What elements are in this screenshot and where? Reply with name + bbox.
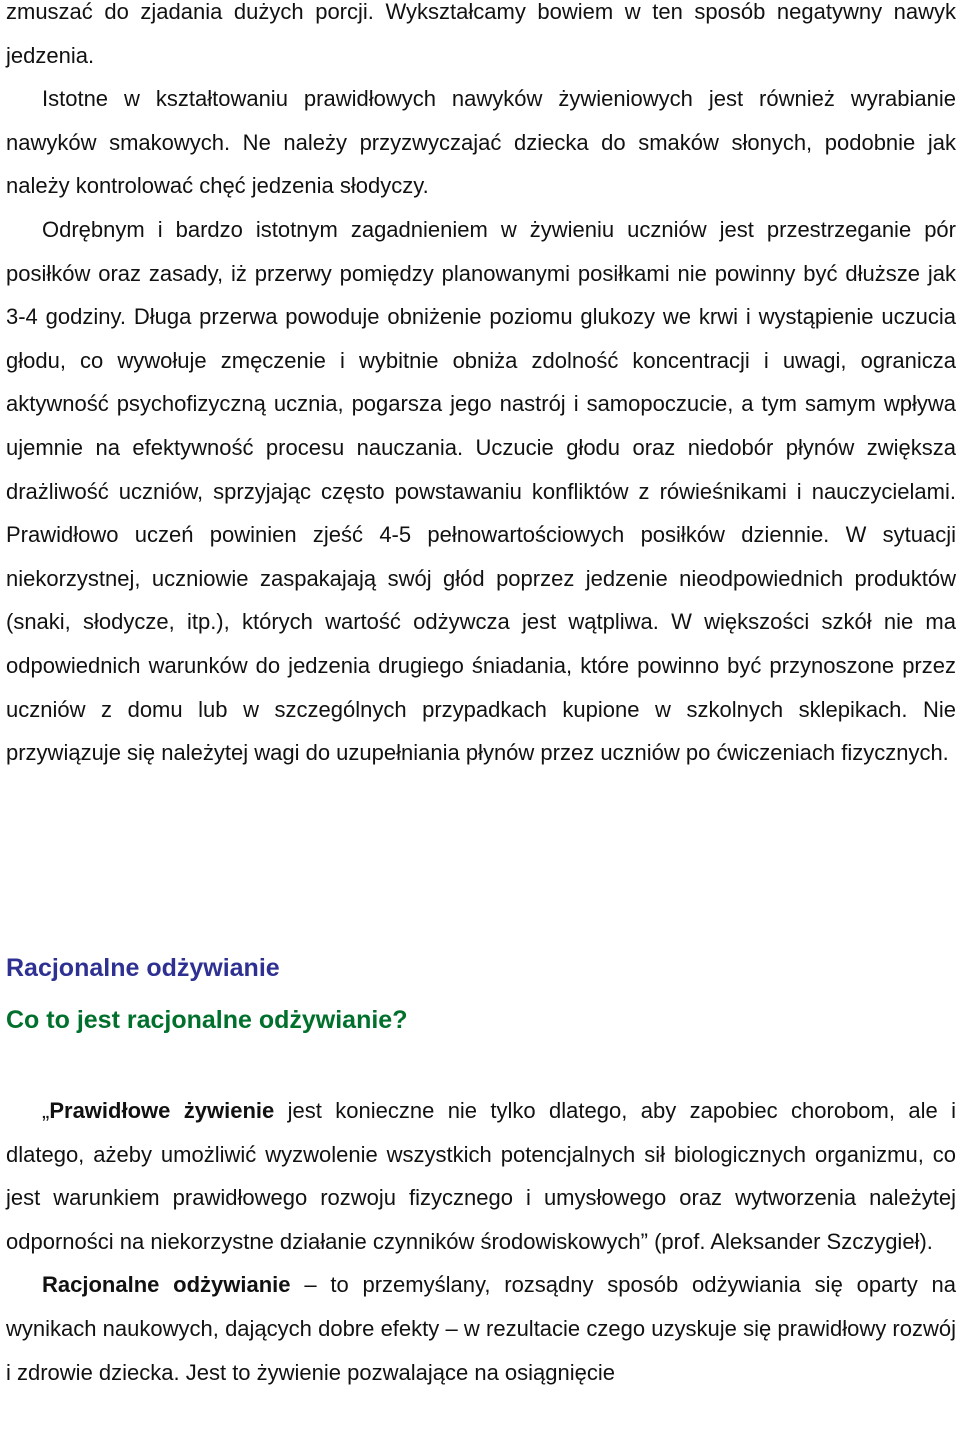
quote-bold-term: Prawidłowe żywienie bbox=[49, 1098, 275, 1123]
intro-text-block bbox=[6, 0, 956, 775]
quote-text: jest konieczne nie tylko dlatego, aby zapobiec chorobom, ale i dlatego, ażeby umożliwić wyzwolenie wszystkich potencjalnych sił biologicznych organizmu, co jest warunkiem prawidłowego rozwoju fizycznego i umysłowego oraz wytworzenia należytej odporności na niekorzystne działanie czynników środowiskowych bbox=[6, 1098, 956, 1254]
section-title: Racjonalne odżywianie bbox=[6, 954, 280, 982]
quote-attribution: (prof. Aleksander Szczygieł). bbox=[647, 1228, 933, 1254]
definition-text: – to przemyślany, rozsądny sposób odżywiania się oparty na wynikach naukowych, dających dobre efekty – w rezultacie czego uzyskuje się prawidłowy rozwój i zdrowie dziecka. Jest to żywienie pozwalające na osiągnięcie bbox=[6, 1272, 957, 1385]
paragraph-definition bbox=[6, 1263, 956, 1394]
paragraph-meal-times: Odrębnym i bardzo istotnym zagadnieniem w żywieniu uczniów jest przestrzeganie pór posiłków oraz zasady, iż przerwy pomiędzy planowanymi posiłkami nie powinny być dłuższe jak 3-4 godziny. Długa przerwa powoduje obniżenie poziomu glukozy we krwi i wystąpienie uczucia głodu, co wywołuje zmęczenie i wybitnie obniża zdolność koncentracji i uwagi, ogranicza aktywność psychofizyczną ucznia, pogarsza jego nastrój i samopoczucie, a tym samym wpływa ujemnie na efektywność procesu nauczania. Uczucie głodu oraz niedobór płynów zwiększa drażliwość uczniów, sprzyjając często powstawaniu konfliktów z rówieśnikami i nauczycielami. Prawidłowo uczeń powinien zjeść 4-5 pełnowartościowych posiłków dziennie. W sytuacji niekorzystnej, uczniowie zaspakajają swój głód poprzez jedzenie nieodpowiednich produktów (snaki, słodycze, itp.), których wartość odżywcza jest wątpliwa. W większości szkół nie ma odpowiednich warunków do jedzenia drugiego śniadania, które powinno być przynoszone przez uczniów z domu lub w szczególnych przypadkach kupione w szkolnych sklepikach. Nie przywiązuje się należytej wagi do uzupełniania płynów przez uczniów po ćwiczeniach fizycznych. bbox=[6, 216, 956, 766]
quote-open-mark: „ bbox=[42, 1098, 50, 1123]
paragraph-taste-habits: Istotne w kształtowaniu prawidłowych nawyków żywieniowych jest również wyrabianie nawyków smakowych. Ne należy przyzwyczajać dziecka do smaków słonych, podobnie jak należy kontrolować chęć jedzenia słodyczy. bbox=[6, 86, 956, 199]
subsection-title: Co to jest racjonalne odżywianie? bbox=[6, 1006, 408, 1034]
paragraph-quote bbox=[6, 1089, 956, 1263]
paragraph-eating-habit: zmuszać do zjadania dużych porcji. Wykształcamy bowiem w ten sposób negatywny nawyk jedzenia. bbox=[6, 0, 956, 68]
definition-bold-term: Racjonalne odżywianie bbox=[42, 1272, 291, 1298]
quote-close-mark: ” bbox=[640, 1228, 648, 1254]
definition-text-block bbox=[6, 1089, 956, 1394]
